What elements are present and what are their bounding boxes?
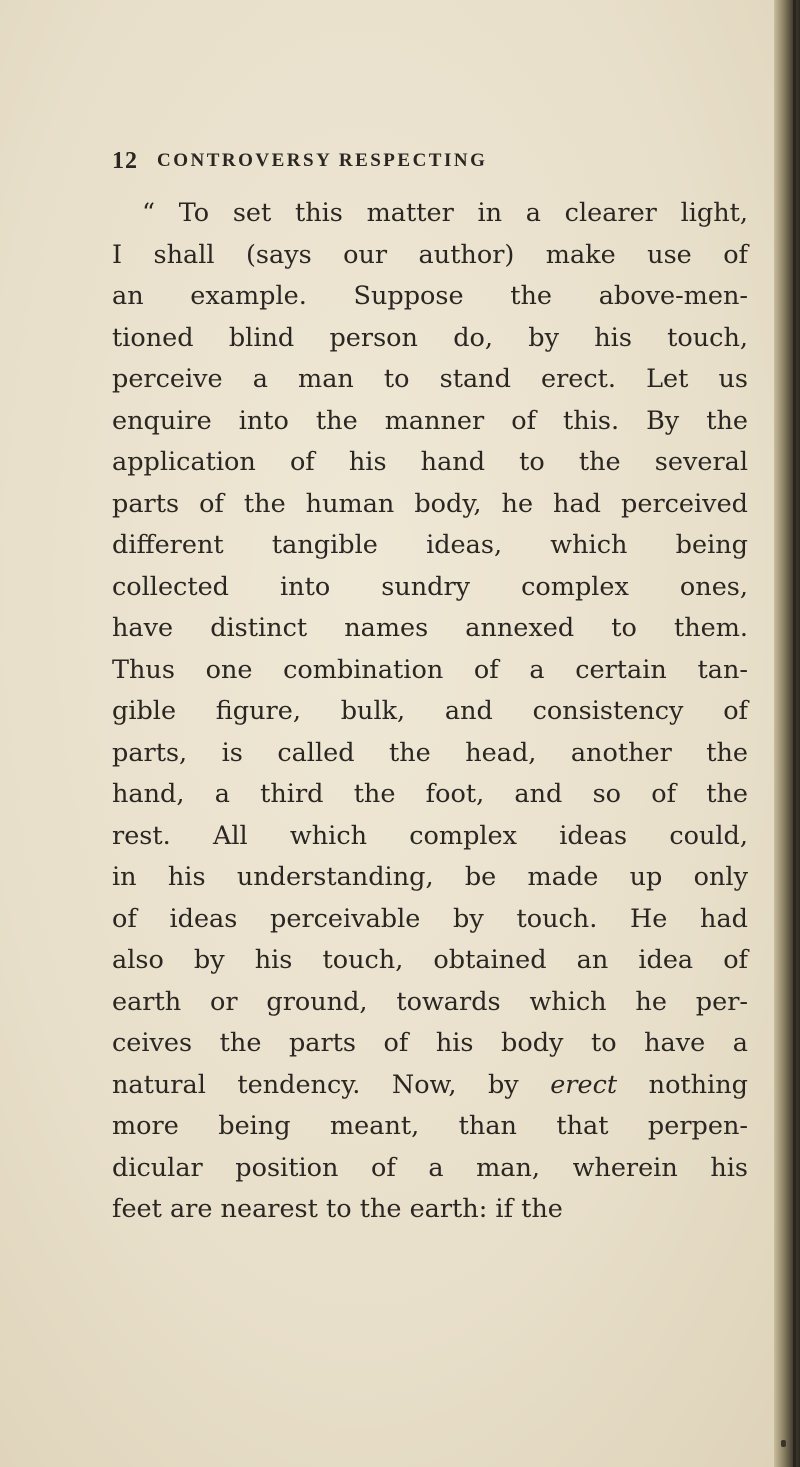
- italic-word: erect: [550, 1069, 618, 1100]
- page-header: [112, 148, 752, 188]
- text-line: feet are nearest to the earth: if the: [112, 1194, 563, 1224]
- text-line: have distinct names annexed to them.: [112, 613, 748, 643]
- text-line: in his understanding, be made up only: [112, 862, 748, 892]
- text-line: more being meant, than that perpen-: [112, 1111, 748, 1141]
- text-line: also by his touch, obtained an idea of: [112, 945, 748, 975]
- text-line: Thus one combination of a certain tan-: [112, 654, 748, 685]
- binding-line: [793, 0, 796, 1467]
- text-segment: natural tendency. Now, by: [112, 1069, 519, 1100]
- text-line: gible figure, bulk, and consistency of: [112, 696, 748, 726]
- page-number: 12: [112, 148, 138, 174]
- text-line: application of his hand to the several: [112, 447, 748, 477]
- text-line: dicular position of a man, wherein his: [112, 1152, 748, 1183]
- text-segment: nothing: [617, 1069, 748, 1100]
- text-line: tioned blind person do, by his touch,: [112, 322, 748, 353]
- text-line: I shall (says our author) make use of: [112, 239, 748, 270]
- running-head: CONTROVERSY RESPECTING: [157, 150, 488, 171]
- text-line: parts, is called the head, another the: [112, 737, 748, 768]
- page-edge-shadow: [774, 0, 800, 1467]
- text-line: of ideas perceivable by touch. He had: [112, 903, 748, 934]
- text-line: different tangible ideas, which being: [112, 530, 748, 560]
- text-line: parts of the human body, he had perceived: [112, 488, 748, 519]
- text-line: collected into sundry complex ones,: [112, 571, 748, 602]
- text-line: “ To set this matter in a clearer light,: [142, 198, 748, 228]
- text-line: hand, a third the foot, and so of the: [112, 779, 748, 809]
- text-line: an example. Suppose the above-men-: [112, 281, 748, 311]
- text-line: perceive a man to stand erect. Let us: [112, 364, 748, 394]
- text-line: earth or ground, towards which he per-: [112, 986, 748, 1017]
- body-paragraph: [112, 193, 748, 1231]
- text-line: rest. All which complex ideas could,: [112, 820, 748, 851]
- text-line: ceives the parts of his body to have a: [112, 1028, 748, 1058]
- ink-speck: [781, 1440, 786, 1447]
- text-line-with-italic: [112, 1065, 748, 1107]
- text-line: enquire into the manner of this. By the: [112, 405, 748, 436]
